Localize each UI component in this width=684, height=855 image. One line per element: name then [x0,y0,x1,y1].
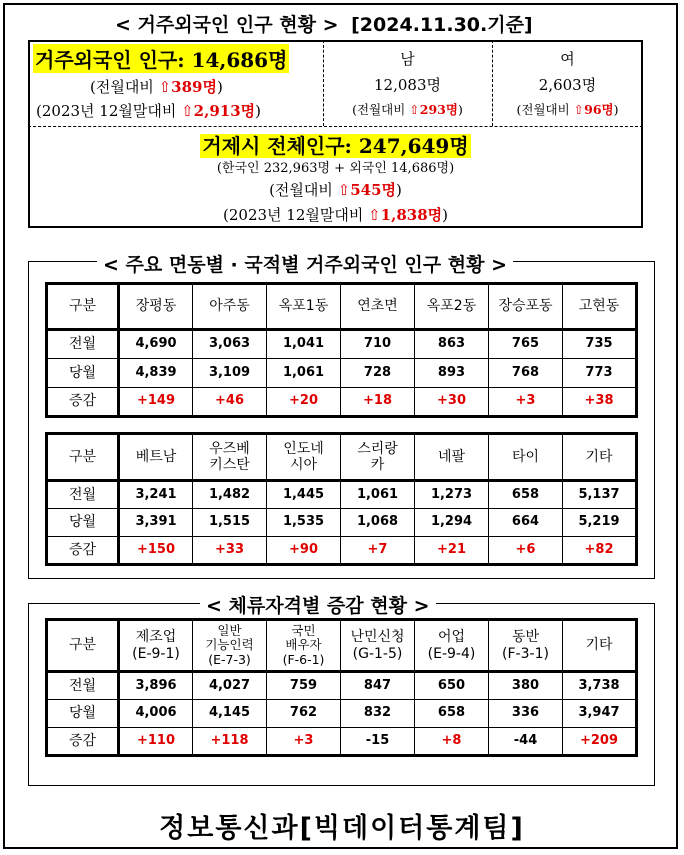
table-cell: 1,445 [267,481,341,509]
table-cell: 4,027 [193,672,267,700]
table-cell: +8 [415,728,489,756]
column-header: 동반 (F-3-1) [489,620,563,672]
male-mom [323,100,492,118]
female-mom-prefix: (전월대비 [516,102,574,117]
table-header-row [47,620,637,672]
male-mom-suffix: ) [457,102,463,117]
table-cell: 3,896 [119,672,193,700]
table-row [47,481,637,509]
table-header-row [47,434,637,481]
table-cell: 710 [341,330,415,359]
table-cell: 1,061 [267,359,341,388]
table-cell: 1,482 [193,481,267,509]
page-header [115,10,533,37]
table-cell: 1,273 [415,481,489,509]
table-cell: -44 [489,728,563,756]
city-total-wrap [28,130,643,159]
table-row [47,728,637,756]
table-row [47,330,637,359]
foreign-year-end [36,100,261,121]
table-cell: +33 [193,537,267,565]
city-breakdown: (한국인 232,963명 + 외국인 14,686명) [216,161,455,176]
city-total: 거제시 전체인구: 247,649명 [202,134,469,158]
table-row [47,388,637,417]
table-cell: +3 [267,728,341,756]
visa-status-table [45,618,638,757]
column-header: 구분 [47,434,119,481]
table-cell: +82 [563,537,637,565]
table-cell: 336 [489,700,563,728]
table-cell: 3,947 [563,700,637,728]
section2-title: < 주요 면동별 · 국적별 거주외국인 인구 현황 > [97,250,513,277]
footer-department: 정보통신과[빅데이터통계팀] [159,813,525,844]
row-label: 증감 [47,537,119,565]
foreign-ye-value: ⇧2,913명 [181,102,256,120]
table-cell: 1,294 [415,509,489,537]
column-header: 장승포동 [489,284,563,330]
table-cell: 765 [489,330,563,359]
table-cell: +209 [563,728,637,756]
table-cell: +38 [563,388,637,417]
table-cell: +149 [119,388,193,417]
row-label: 당월 [47,359,119,388]
table-cell: 832 [341,700,415,728]
page-title: < 거주외국인 인구 현황 > [115,14,339,36]
table-cell: 1,515 [193,509,267,537]
column-header: 고현동 [563,284,637,330]
column-header: 장평동 [119,284,193,330]
table-cell: +30 [415,388,489,417]
column-header: 제조업 (E-9-1) [119,620,193,672]
male-label: 남 [400,50,415,68]
table-cell: 759 [267,672,341,700]
table-cell: 5,219 [563,509,637,537]
table-row [47,537,637,565]
table-cell: 380 [489,672,563,700]
column-header: 기타 [563,620,637,672]
city-mom-value: ⇧545명 [337,181,397,199]
table-cell: 4,690 [119,330,193,359]
summary-divider-h [28,126,643,127]
city-ye-value: ⇧1,838명 [368,206,443,224]
table-cell: 658 [489,481,563,509]
table-cell: 735 [563,330,637,359]
column-header: 기타 [563,434,637,481]
table-cell: 650 [415,672,489,700]
city-mom-prefix: (전월대비 [269,181,338,199]
female-label: 여 [560,50,575,68]
table-cell: 773 [563,359,637,388]
row-label: 당월 [47,509,119,537]
table-cell: 5,137 [563,481,637,509]
table-cell: 768 [489,359,563,388]
table-cell: 4,145 [193,700,267,728]
male-mom-value: ⇧293명 [409,102,458,117]
table-cell: 3,391 [119,509,193,537]
column-header: 우즈베 키스탄 [193,434,267,481]
city-ye-prefix: (2023년 12월말대비 [223,206,369,224]
column-header: 구분 [47,620,119,672]
foreign-ye-suffix: ) [255,102,261,120]
table-cell: 3,109 [193,359,267,388]
district-table [45,282,638,418]
foreign-ye-prefix: (2023년 12월말대비 [36,102,182,120]
table-cell: +90 [267,537,341,565]
table-cell: 1,061 [341,481,415,509]
table-cell: 1,535 [267,509,341,537]
column-header: 구분 [47,284,119,330]
city-ye-suffix: ) [442,206,448,224]
table-cell: +7 [341,537,415,565]
table-cell: 4,839 [119,359,193,388]
table-row [47,700,637,728]
foreign-total: 거주외국인 인구: 14,686명 [33,44,289,73]
table-row [47,509,637,537]
row-label: 전월 [47,481,119,509]
table-cell: 3,738 [563,672,637,700]
female-mom-value: ⇧96명 [573,102,614,117]
table-cell: +110 [119,728,193,756]
foreign-mom-prefix: (전월대비 [90,78,159,96]
column-header: 옥포1동 [267,284,341,330]
column-header: 어업 (E-9-4) [415,620,489,672]
column-header: 타이 [489,434,563,481]
table-cell: 658 [415,700,489,728]
column-header: 네팔 [415,434,489,481]
table-row [47,672,637,700]
row-label: 당월 [47,700,119,728]
city-mom [28,179,643,200]
section3-title: < 체류자격별 증감 현황 > [200,591,436,618]
row-label: 증감 [47,728,119,756]
table-cell: 4,006 [119,700,193,728]
column-header: 연초면 [341,284,415,330]
table-cell: 664 [489,509,563,537]
table-cell: +20 [267,388,341,417]
table-row [47,359,637,388]
foreign-mom-suffix: ) [216,78,223,96]
table-cell: 893 [415,359,489,388]
table-cell: +150 [119,537,193,565]
column-header: 국민 배우자 (F-6-1) [267,620,341,672]
foreign-mom-value: ⇧389명 [158,78,217,96]
table-cell: 1,068 [341,509,415,537]
table-cell: 762 [267,700,341,728]
table-cell: -15 [341,728,415,756]
table-header-row [47,284,637,330]
column-header: 스리랑 카 [341,434,415,481]
city-year-end [28,204,643,225]
male-count: 12,083명 [374,76,441,94]
nationality-table [45,432,638,566]
table-cell: 863 [415,330,489,359]
column-header: 옥포2동 [415,284,489,330]
female-mom-suffix: ) [613,102,619,117]
male-mom-prefix: (전월대비 [352,102,410,117]
table-cell: +21 [415,537,489,565]
table-cell: +6 [489,537,563,565]
city-mom-suffix: ) [396,181,402,199]
table-cell: +18 [341,388,415,417]
row-label: 증감 [47,388,119,417]
row-label: 전월 [47,330,119,359]
table-cell: 3,063 [193,330,267,359]
column-header: 베트남 [119,434,193,481]
column-header: 난민신청 (G-1-5) [341,620,415,672]
table-cell: +118 [193,728,267,756]
foreign-mom [90,76,223,97]
row-label: 전월 [47,672,119,700]
table-cell: 728 [341,359,415,388]
reference-date: [2024.11.30.기준] [351,14,533,36]
column-header: 인도네 시아 [267,434,341,481]
table-cell: +3 [489,388,563,417]
female-count: 2,603명 [538,76,597,94]
column-header: 일반 기능인력 (E-7-3) [193,620,267,672]
column-header: 아주동 [193,284,267,330]
table-cell: 1,041 [267,330,341,359]
female-mom [492,100,643,118]
table-cell: 3,241 [119,481,193,509]
table-cell: 847 [341,672,415,700]
table-cell: +46 [193,388,267,417]
